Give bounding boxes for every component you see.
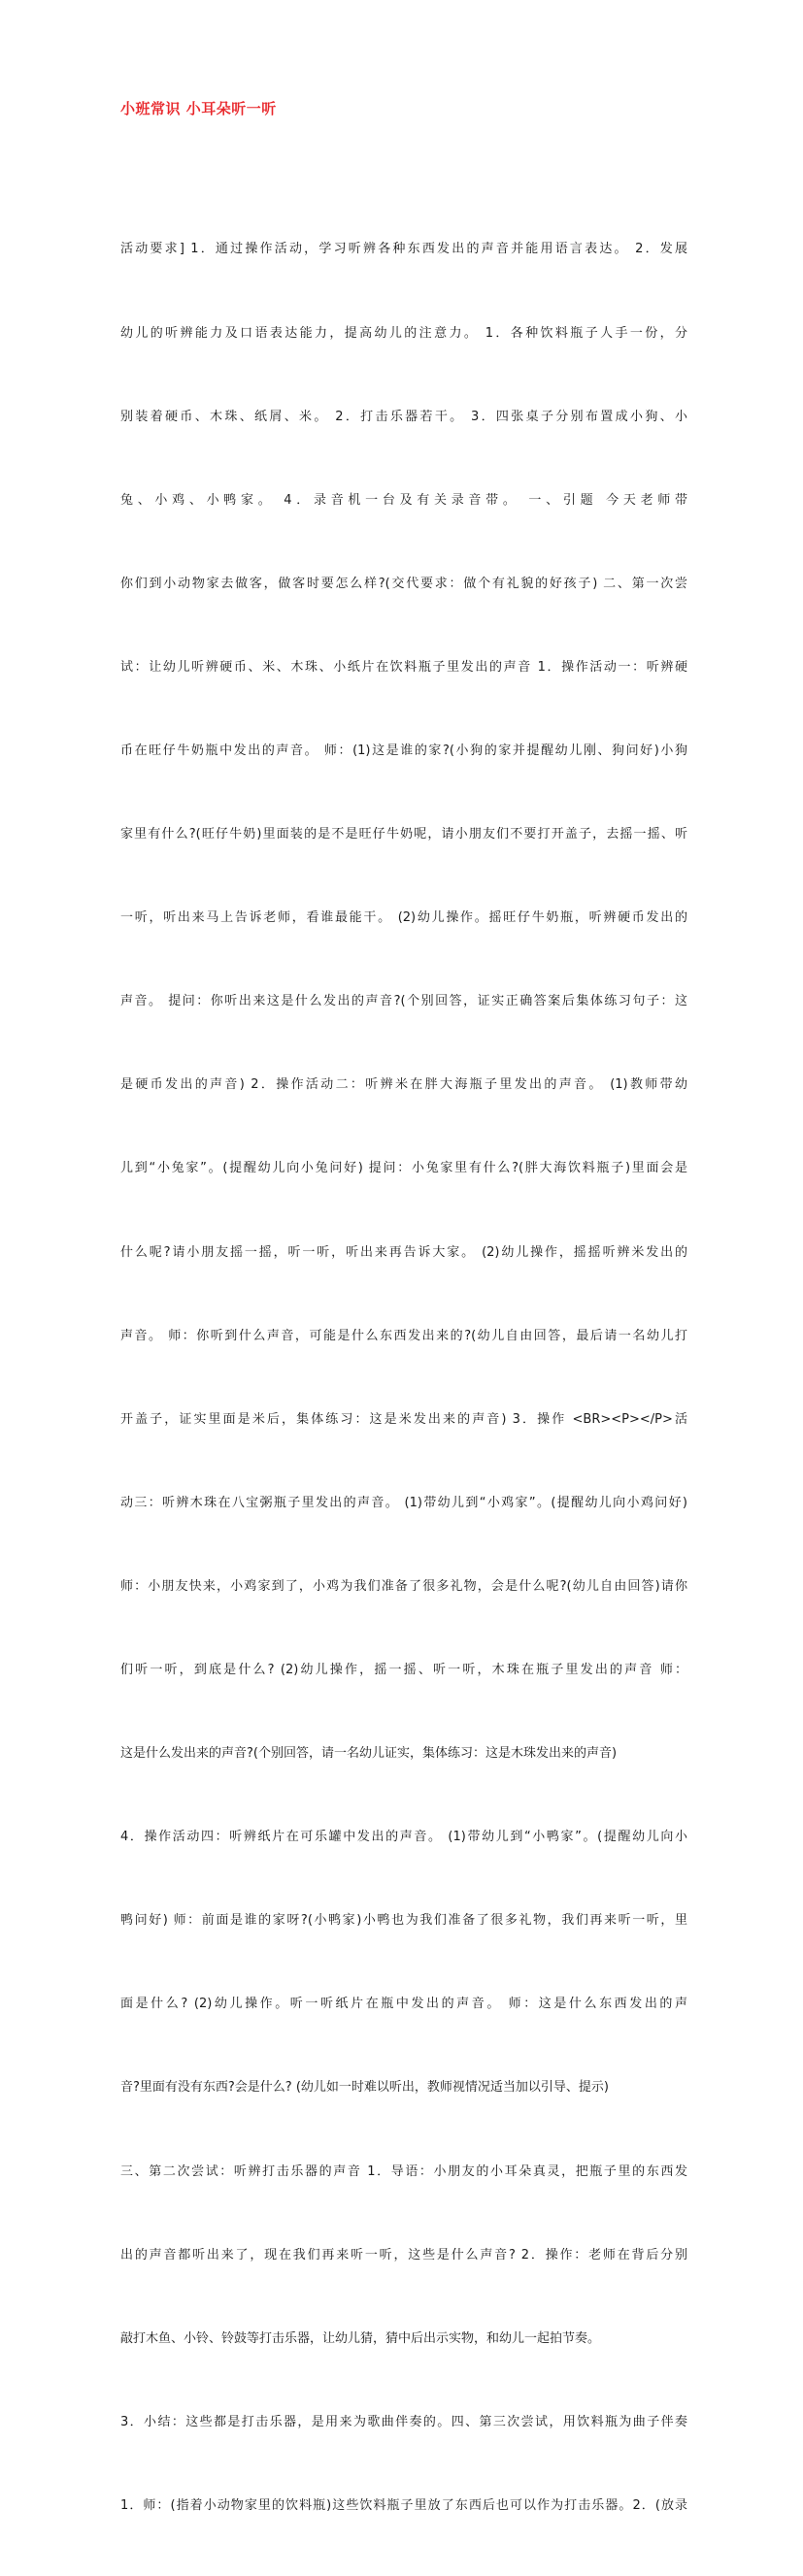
body-line-26: 敲打木鱼、小铃、铃鼓等打击乐器，让幼儿猜，猜中后出示实物，和幼儿一起拍节奏。: [120, 2330, 601, 2346]
body-line-3: 别装着硬币、木珠、纸屑、米。 2．打击乐器若干。 3．四张桌子分别布置成小狗、小: [120, 409, 687, 424]
body-line-12: 儿到“小兔家”。(提醒幼儿向小兔问好) 提问：小兔家里有什么?(胖大海饮料瓶子)里面会是: [120, 1161, 687, 1176]
body-line-4: 兔、小鸡、小鸭家。 4．录音机一台及有关录音带。 一、引题 今天老师带: [120, 492, 687, 508]
body-line-13: 什么呢?请小朋友摇一摇，听一听，听出来再告诉大家。 (2)幼儿操作，摇摇听辨米发出的: [120, 1244, 687, 1260]
body-line-22: 面是什么? (2)幼儿操作。听一听纸片在瓶中发出的声音。 师：这是什么东西发出的声: [120, 1997, 687, 2012]
body-line-16: 动三：听辨木珠在八宝粥瓶子里发出的声音。 (1)带幼儿到“小鸡家”。(提醒幼儿向小鸡问好): [120, 1495, 687, 1510]
body-line-10: 声音。 提问：你听出来这是什么发出的声音?(个别回答，证实正确答案后集体练习句子：这: [120, 994, 687, 1009]
body-line-5: 你们到小动物家去做客，做客时要怎么样?(交代要求：做个有礼貌的好孩子) 二、第一次尝: [120, 576, 687, 591]
body-line-28: 1．师：(指着小动物家里的饮料瓶)这些饮料瓶子里放了东西后也可以作为打击乐器。2．(放录: [120, 2497, 687, 2513]
body-line-11: 是硬币发出的声音) 2．操作活动二：听辨米在胖大海瓶子里发出的声音。 (1)教师带幼: [120, 1077, 687, 1093]
body-line-27: 3．小结：这些都是打击乐器，是用来为歌曲伴奏的。四、第三次尝试，用饮料瓶为曲子伴奏: [120, 2414, 687, 2429]
body-line-19: 这是什么发出来的声音?(个别回答，请一名幼儿证实，集体练习：这是木珠发出来的声音): [120, 1746, 618, 1762]
body-line-25: 出的声音都听出来了，现在我们再来听一听，这些是什么声音? 2．操作：老师在背后分别: [120, 2247, 687, 2262]
body-line-17: 师：小朋友快来，小鸡家到了，小鸡为我们准备了很多礼物，会是什么呢?(幼儿自由回答)请你: [120, 1578, 687, 1594]
body-line-6: 试：让幼儿听辨硬币、米、木珠、小纸片在饮料瓶子里发出的声音 1．操作活动一：听辨硬: [120, 659, 687, 675]
body-line-2: 幼儿的听辨能力及口语表达能力，提高幼儿的注意力。 1．各种饮料瓶子人手一份，分: [120, 325, 687, 341]
body-line-24: 三、第二次尝试：听辨打击乐器的声音 1．导语：小朋友的小耳朵真灵，把瓶子里的东西发: [120, 2163, 687, 2179]
document-body: [120, 181, 687, 2576]
body-line-20: 4．操作活动四：听辨纸片在可乐罐中发出的声音。 (1)带幼儿到“小鸭家”。(提醒幼儿向小: [120, 1830, 687, 1845]
body-line-14: 声音。 师：你听到什么声音，可能是什么东西发出来的?(幼儿自由回答，最后请一名幼儿打: [120, 1328, 687, 1343]
document-title: 小班常识 小耳朵听一听: [120, 100, 277, 117]
body-line-23: 音?里面有没有东西?会是什么? (幼儿如一时难以听出，教师视情况适当加以引导、提示): [120, 2080, 609, 2096]
body-line-1: 活动要求] 1．通过操作活动，学习听辨各种东西发出的声音并能用语言表达。 2．发展: [120, 242, 687, 257]
body-line-21: 鸭问好) 师：前面是谁的家呀?(小鸭家)小鸭也为我们准备了很多礼物，我们再来听一听，里: [120, 1913, 687, 1929]
body-line-9: 一听，听出来马上告诉老师，看谁最能干。 (2)幼儿操作。摇旺仔牛奶瓶，听辨硬币发出的: [120, 910, 687, 926]
body-line-8: 家里有什么?(旺仔牛奶)里面装的是不是旺仔牛奶呢，请小朋友们不要打开盖子，去摇一摇、听: [120, 827, 687, 842]
body-line-18: 们听一听，到底是什么? (2)幼儿操作，摇一摇、听一听，木珠在瓶子里发出的声音 师：: [120, 1663, 687, 1677]
body-line-7: 币在旺仔牛奶瓶中发出的声音。 师：(1)这是谁的家?(小狗的家并提醒幼儿刚、狗问好)小狗: [120, 743, 687, 758]
body-line-15: 开盖子，证实里面是米后，集体练习：这是米发出来的声音) 3．操作 <BR><P></P>活: [120, 1411, 687, 1427]
